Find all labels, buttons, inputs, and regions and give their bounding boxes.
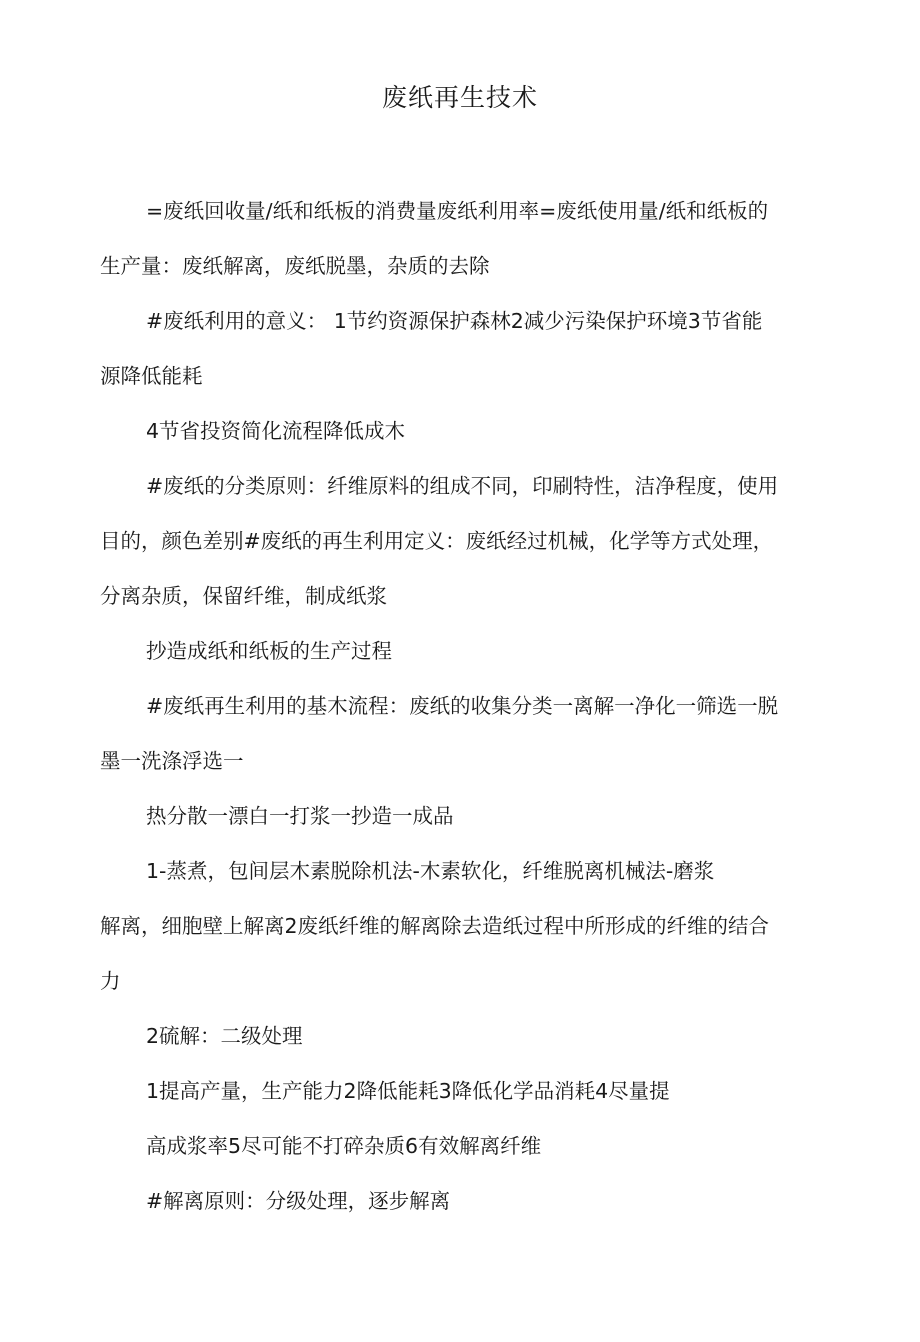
document-title: 废纸再生技术 — [381, 83, 538, 112]
document-body — [100, 184, 782, 1229]
paragraph: #解离原则：分级处理，逐步解离 — [146, 1189, 451, 1213]
paragraph: 解离，细胞壁上解离2废纸纤维的解离除去造纸过程中所形成的纤维的结合力 — [100, 914, 770, 993]
paragraph: #废纸利用的意义： 1节约资源保护森林2减少污染保护环境3节省能源降低能耗 — [100, 309, 763, 388]
paragraph: #废纸的分类原则：纤维原料的组成不同，印刷特性，洁净程度，使用目的，颜色差别#废纸的再生利用定义：废纸经过机械，化学等方式处理，分离杂质，保留纤维，制成纸浆 — [100, 474, 779, 608]
paragraph: 1-蒸煮，包间层木素脱除机法-木素软化，纤维脱离机械法-磨浆 — [146, 859, 715, 883]
paragraph: =废纸回收量/纸和纸板的消费量废纸利用率=废纸使用量/纸和纸板的生产量：废纸解离，废纸脱墨，杂质的去除 — [100, 199, 769, 278]
paragraph: 2硫解：二级处理 — [146, 1024, 303, 1048]
paragraph: 热分散一漂白一打浆一抄造一成品 — [146, 804, 454, 828]
paragraph: #废纸再生利用的基木流程：废纸的收集分类一离解一净化一筛选一脱墨一洗涤浮选一 — [100, 694, 779, 773]
paragraph: 1提高产量，生产能力2降低能耗3降低化学品消耗4尽量提 — [146, 1079, 670, 1103]
paragraph: 4节省投资简化流程降低成木 — [146, 419, 406, 443]
paragraph: 抄造成纸和纸板的生产过程 — [146, 639, 392, 663]
paragraph: 高成浆率5尽可能不打碎杂质6有效解离纤维 — [146, 1134, 542, 1158]
